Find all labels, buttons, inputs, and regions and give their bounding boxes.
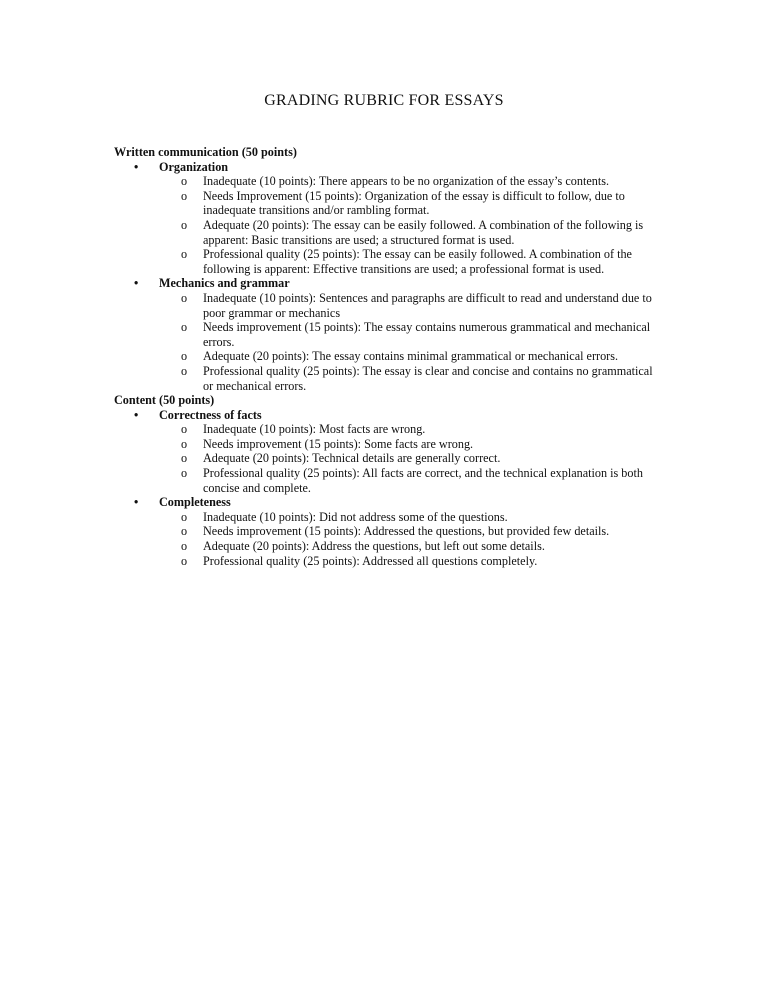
sub-bullet-icon: o bbox=[181, 349, 188, 364]
rubric-level bbox=[114, 524, 674, 539]
sub-bullet-icon: o bbox=[181, 436, 188, 451]
sub-bullet-icon: o bbox=[181, 466, 188, 481]
sub-bullet-icon: o bbox=[181, 247, 188, 262]
level-text: Professional quality (25 points): Addressed all questions completely. bbox=[203, 553, 538, 568]
rubric-level bbox=[114, 174, 674, 189]
rubric-level bbox=[114, 189, 674, 218]
level-text: Professional quality (25 points): The essay can be easily followed. A combination of the following is apparent: Effective transitions are used; a professional format is used. bbox=[203, 247, 632, 276]
section-heading-written-communication: Written communication (50 points) bbox=[114, 145, 297, 159]
criterion-label: Mechanics and grammar bbox=[159, 276, 290, 291]
level-text: Inadequate (10 points): There appears to be no organization of the essay’s contents. bbox=[203, 174, 610, 189]
sub-bullet-icon: o bbox=[181, 553, 188, 568]
rubric-level bbox=[114, 218, 674, 247]
sub-bullet-icon: o bbox=[181, 174, 188, 189]
criterion-label: Completeness bbox=[159, 495, 231, 510]
rubric-level bbox=[114, 466, 674, 495]
criterion-label: Organization bbox=[159, 159, 229, 174]
sub-bullet-icon: o bbox=[181, 188, 188, 203]
sub-bullet-icon: o bbox=[181, 290, 188, 305]
page-title: GRADING RUBRIC FOR ESSAYS bbox=[264, 92, 504, 109]
sub-bullet-icon: o bbox=[181, 539, 188, 554]
bullet-icon: • bbox=[134, 407, 139, 422]
criterion-mechanics-and-grammar bbox=[114, 276, 674, 291]
level-text: Professional quality (25 points): The essay is clear and concise and contains no grammatical or mechanical errors. bbox=[203, 363, 653, 393]
criterion-organization bbox=[114, 160, 674, 175]
rubric-level bbox=[114, 437, 674, 452]
rubric-level bbox=[114, 422, 674, 437]
bullet-icon: • bbox=[134, 276, 139, 291]
rubric-level bbox=[114, 451, 674, 466]
criterion-completeness bbox=[114, 495, 674, 510]
level-text: Inadequate (10 points): Sentences and paragraphs are difficult to read and understand due to poor grammar or mechanics bbox=[203, 290, 652, 320]
level-text: Adequate (20 points): Address the questions, but left out some details. bbox=[203, 539, 545, 554]
level-text: Professional quality (25 points): All facts are correct, and the technical explanation is both concise and complete. bbox=[203, 466, 643, 495]
rubric-level bbox=[114, 349, 674, 364]
level-text: Needs improvement (15 points): Some facts are wrong. bbox=[203, 436, 474, 451]
rubric-level bbox=[114, 364, 674, 393]
level-text: Inadequate (10 points): Did not address some of the questions. bbox=[203, 509, 508, 524]
level-text: Needs improvement (15 points): The essay contains numerous grammatical and mechanical errors. bbox=[203, 320, 651, 349]
criterion-correctness-of-facts bbox=[114, 408, 674, 423]
sub-bullet-icon: o bbox=[181, 363, 188, 378]
sub-bullet-icon: o bbox=[181, 451, 188, 466]
sub-bullet-icon: o bbox=[181, 509, 188, 524]
level-text: Adequate (20 points): Technical details are generally correct. bbox=[203, 451, 501, 466]
sub-bullet-icon: o bbox=[181, 422, 188, 437]
rubric-level bbox=[114, 554, 674, 569]
rubric-content bbox=[114, 145, 674, 568]
sub-bullet-icon: o bbox=[181, 524, 188, 539]
sub-bullet-icon: o bbox=[181, 217, 188, 232]
rubric-level bbox=[114, 320, 674, 349]
rubric-level bbox=[114, 291, 674, 320]
level-text: Needs Improvement (15 points): Organization of the essay is difficult to follow, due to inadequate transitions and/or rambling format. bbox=[203, 188, 625, 218]
criterion-label: Correctness of facts bbox=[159, 407, 262, 422]
rubric-level bbox=[114, 539, 674, 554]
rubric-level bbox=[114, 247, 674, 276]
section-heading-content: Content (50 points) bbox=[114, 393, 215, 408]
level-text: Inadequate (10 points): Most facts are wrong. bbox=[203, 422, 426, 437]
level-text: Adequate (20 points): The essay can be easily followed. A combination of the following is apparent: Basic transitions are used; a structured format is used. bbox=[203, 217, 644, 247]
level-text: Adequate (20 points): The essay contains minimal grammatical or mechanical errors. bbox=[203, 349, 619, 364]
bullet-icon: • bbox=[134, 495, 139, 510]
rubric-level bbox=[114, 510, 674, 525]
sub-bullet-icon: o bbox=[181, 320, 188, 335]
level-text: Needs improvement (15 points): Addressed the questions, but provided few details. bbox=[203, 524, 610, 539]
bullet-icon: • bbox=[134, 159, 139, 174]
